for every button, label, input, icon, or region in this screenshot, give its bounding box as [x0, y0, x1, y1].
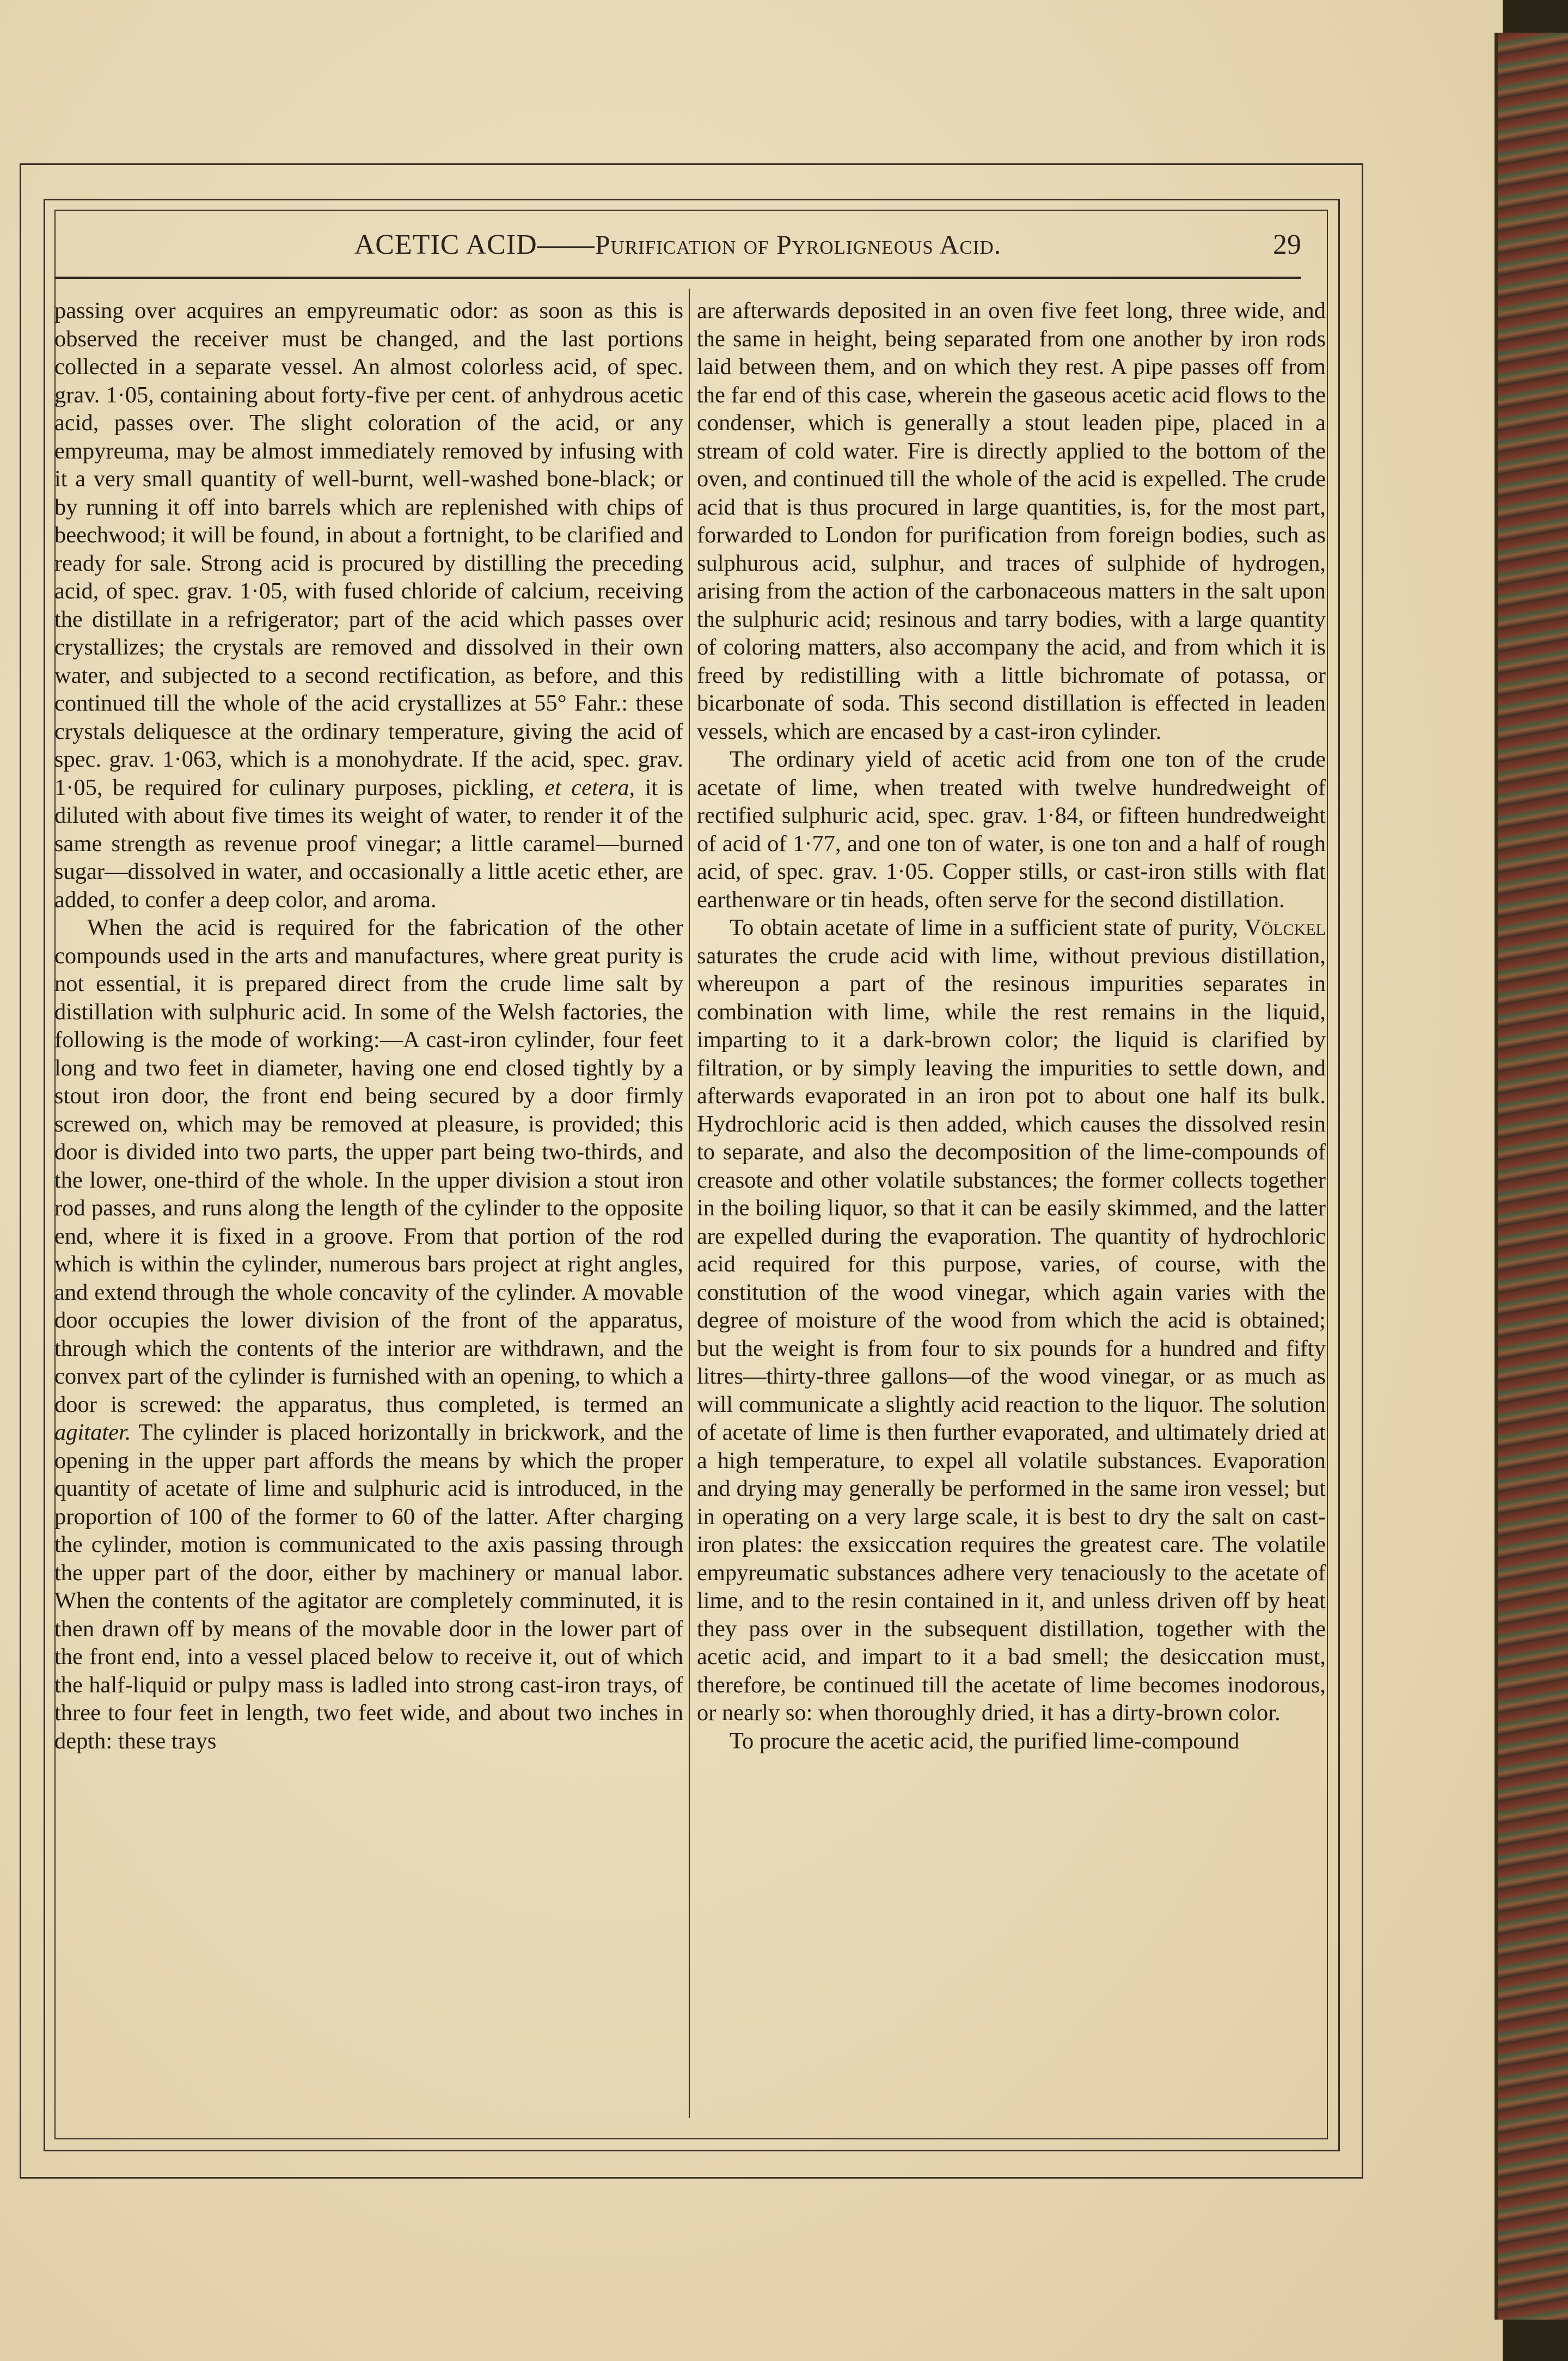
- right-p3-name: Völckel: [1244, 915, 1326, 940]
- header-main-title: ACETIC ACID: [354, 229, 537, 260]
- left-p1-end: it is diluted with about five times its weight of water, to render it of the same strength as revenue proof vinegar; a little caramel—burned sugar—dissolved in water, and occasionally a little acetic ether, are added, to confer a deep color, and aroma.: [54, 774, 684, 913]
- right-column: [697, 297, 1326, 1755]
- header-rule: [54, 277, 1301, 279]
- column-divider: [689, 289, 690, 2118]
- left-paragraph-1: [54, 297, 683, 914]
- right-paragraph-4: To procure the acetic acid, the purified lime-compound: [730, 1728, 1240, 1754]
- right-paragraph-1: are afterwards deposited in an oven five feet long, three wide, and the same in height, being separated from one another by iron rods laid between them, and on which they rest. A pipe passes off from the far end of this case, wherein the gaseous acetic acid flows to the condenser, which is generally a stout leaden pipe, placed in a stream of cold water. Fire is directly applied to the bottom of the oven, and continued till the whole of the acid is expelled. The crude acid that is thus procured in large quantities, is, for the most part, forwarded to London for purification from foreign bodies, such as sulphurous acid, sulphur, and traces of sulphide of hydrogen, arising from the action of the carbonaceous matters in the salt upon the sulphuric acid; resinous and tarry bodies, with a large quantity of coloring matters, also accompany the acid, and from which it is freed by redistilling with a little bichromate of potassa, or bicarbonate of soda. This second distillation is effected in leaden vessels, which are encased by a cast-iron cylinder.: [697, 298, 1326, 744]
- book-edge: [1494, 33, 1568, 2320]
- header-dash: ——: [537, 229, 595, 260]
- right-paragraph-3: [697, 914, 1326, 1727]
- running-header: [54, 229, 1301, 272]
- right-p3-start: To obtain acetate of lime in a sufficient state of purity,: [730, 915, 1238, 940]
- right-paragraph-2: The ordinary yield of acetic acid from one ton of the crude acetate of lime, when treated with twelve hundredweight of rectified sulphuric acid, spec. grav. 1·84, or fifteen hundredweight of acid of 1·77, and one ton of water, is one ton and a half of rough acid, of spec. grav. 1·05. Copper stills, or cast-iron stills with flat earthenware or tin heads, often serve for the second distillation.: [697, 747, 1326, 913]
- left-p2-text: When the acid is required for the fabrication of the other compounds used in the arts and manufactures, where great purity is not essential, it is prepared direct from the crude lime salt by distillation with sulphuric acid. In some of the Welsh factories, the following is the mode of working:—A cast-iron cylinder, four feet long and two feet in diameter, having one end closed tightly by a stout iron door, the front end being secured by a door firmly screwed on, which may be removed at pleasure, is provided; this door is divided into two parts, the upper part being two-thirds, and the lower, one-third of the whole. In the upper division a stout iron rod passes, and runs along the length of the cylinder to the opposite end, where it is fixed in a groove. From that portion of the rod which is within the cylinder, numerous bars project at right angles, and extend through the whole concavity of the cylinder. A movable door occupies the lower division of the front of the apparatus, through which the contents of the interior are withdrawn, and the convex part of the cylinder is furnished with an opening, to which a door is screwed: the apparatus, thus completed, is termed an: [54, 915, 683, 1417]
- left-paragraph-2: [54, 914, 683, 1755]
- left-p2-italic: agitater.: [54, 1420, 131, 1445]
- header-subtitle: Purification of Pyroligneous Acid.: [595, 229, 1002, 260]
- header-title: [54, 229, 1301, 261]
- left-column: [54, 297, 683, 1755]
- right-p3-text: saturates the crude acid with lime, without previous distillation, whereupon a part of the resinous impurities separates in combination with lime, while the rest remains in the liquid, imparting to it a dark-brown color; the liquid is clarified by filtration, or by simply leaving the impurities to settle down, and afterwards evaporated in an iron pot to about one half its bulk. Hydrochloric acid is then added, which causes the dissolved resin to separate, and also the decomposition of the lime-compounds of creasote and other volatile substances; the former collects together in the boiling liquor, so that it can be easily skimmed, and the latter are expelled during the evaporation. The quantity of hydrochloric acid required for this purpose, varies, of course, with the constitution of the wood vinegar, which again varies with the degree of moisture of the wood from which the acid is obtained; but the weight is from four to six pounds for a hundred and fifty litres—thirty-three gallons—of the wood vinegar, or as much as will communicate a slightly acid reaction to the liquor. The solution of acetate of lime is then further evaporated, and ultimately dried at a high temperature, to expel all volatile substances. Evaporation and drying may generally be performed in the same iron vessel; but in operating on a very large scale, it is best to dry the salt on cast-iron plates: the exsiccation requires the greatest care. The volatile empyreumatic substances adhere very tenaciously to the acetate of lime, and to the resin contained in it, and unless driven off by heat they pass over in the subsequent distillation, together with the acetic acid, and impart to it a bad smell; the desiccation must, therefore, be continued till the acetate of lime becomes inodorous, or nearly so: when thoroughly dried, it has a dirty-brown color.: [697, 943, 1326, 1726]
- left-p1-text: passing over acquires an empyreumatic odor: as soon as this is observed the receiver must be changed, and the last portions collected in a separate vessel. An almost colorless acid, of spec. grav. 1·05, containing about forty-five per cent. of anhydrous acetic acid, passes over. The slight coloration of the acid, or any empyreuma, may be almost immediately removed by infusing with it a very small quantity of well-burnt, well-washed bone-black; or by running it off into barrels which are replenished with chips of beechwood; it will be found, in about a fortnight, to be clarified and ready for sale. Strong acid is procured by distilling the preceding acid, of spec. grav. 1·05, with fused chloride of calcium, receiving the distillate in a refrigerator; part of the acid which passes over crystallizes; the crystals are removed and dissolved in their own water, and subjected to a second rectification, as before, and this continued till the whole of the acid crystallizes at 55° Fahr.: these crystals deliquesce at the ordinary temperature, giving the acid of spec. grav. 1·063, which is a monohydrate. If the acid, spec. grav. 1·05, be required for culinary purposes, pickling,: [54, 298, 683, 800]
- left-p1-italic: et cetera,: [544, 774, 635, 800]
- page-number: 29: [1273, 229, 1301, 260]
- left-p2-end: The cylinder is placed horizontally in brickwork, and the opening in the upper part affords the means by which the proper quantity of acetate of lime and sulphuric acid is introduced, in the proportion of 100 of the former to 60 of the latter. After charging the cylinder, motion is communicated to the axis passing through the upper part of the door, either by machinery or manual labor. When the contents of the agitator are completely comminuted, it is then drawn off by means of the movable door in the lower part of the front end, into a vessel placed below to receive it, out of which the half-liquid or pulpy mass is ladled into strong cast-iron trays, of three to four feet in length, two feet wide, and about two inches in depth: these trays: [54, 1420, 683, 1754]
